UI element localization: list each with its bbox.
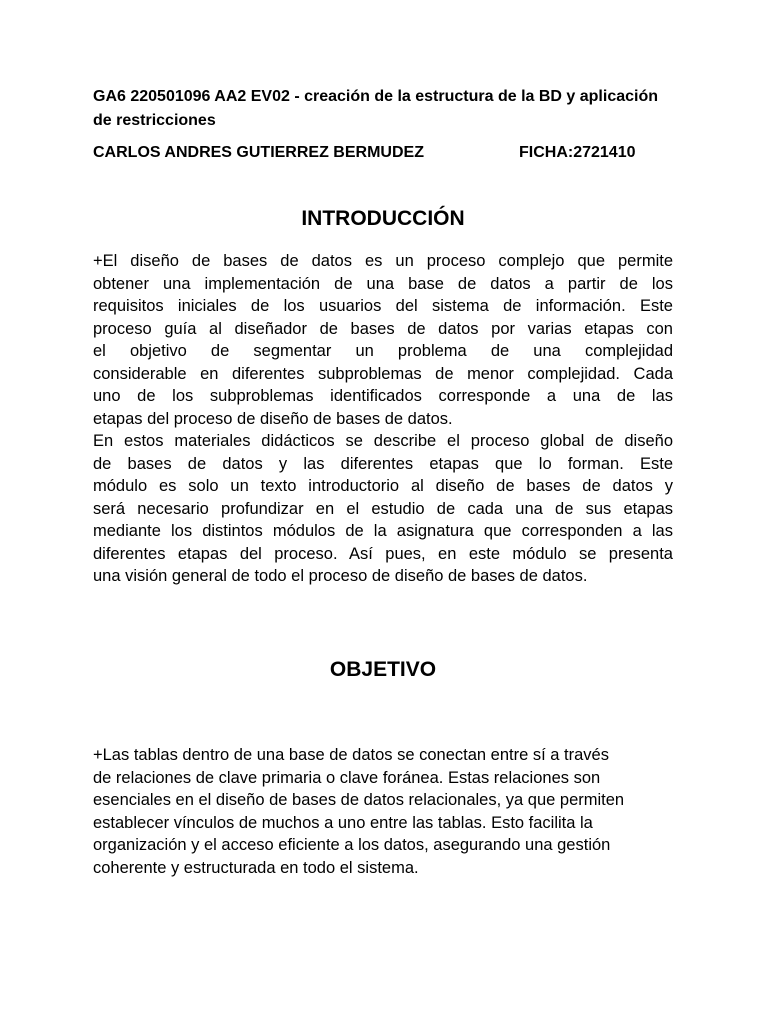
text-line: de bases de datos y las diferentes etapas que lo forman. Este bbox=[93, 454, 673, 473]
text-line: requisitos iniciales de los usuarios del sistema de información. Este bbox=[93, 297, 673, 315]
text-line: esenciales en el diseño de bases de datos relacionales, ya que permiten bbox=[93, 791, 625, 809]
ficha-number: FICHA:2721410 bbox=[519, 144, 636, 161]
text-line: obtener una implementación de una base de datos a partir de los bbox=[93, 274, 673, 293]
text-line: considerable en diferentes subproblemas de menor complejidad. Cada bbox=[93, 364, 673, 383]
text-line: En estos materiales didácticos se describe el proceso global de diseño bbox=[93, 432, 673, 450]
introduccion-paragraph bbox=[93, 250, 673, 588]
document-title: GA6 220501096 AA2 EV02 - creación de la estructura de la BD y aplicación de restricciones bbox=[93, 88, 659, 129]
author-name: CARLOS ANDRES GUTIERREZ BERMUDEZ bbox=[93, 144, 424, 161]
text-line: el objetivo de segmentar un problema de una complejidad bbox=[93, 342, 673, 360]
text-line: uno de los subproblemas identificados corresponde a una de las bbox=[93, 387, 673, 405]
text-line: +Las tablas dentro de una base de datos se conectan entre sí a través bbox=[93, 746, 609, 764]
text-line: etapas del proceso de diseño de bases de datos. bbox=[93, 409, 453, 428]
text-line: mediante los distintos módulos de la asignatura que corresponden a las bbox=[93, 522, 673, 540]
text-line: coherente y estructurada en todo el sistema. bbox=[93, 858, 419, 877]
text-line: de relaciones de clave primaria o clave foránea. Estas relaciones son bbox=[93, 768, 601, 787]
text-line: establecer vínculos de muchos a uno entre las tablas. Esto facilita la bbox=[93, 813, 593, 832]
heading-introduccion: INTRODUCCIÓN bbox=[301, 207, 465, 230]
heading-objetivo: OBJETIVO bbox=[329, 658, 437, 681]
text-line: +El diseño de bases de datos es un proceso complejo que permite bbox=[93, 252, 673, 270]
text-line: proceso guía al diseñador de bases de datos por varias etapas con bbox=[93, 319, 673, 338]
text-line: organización y el acceso eficiente a los datos, asegurando una gestión bbox=[93, 836, 611, 854]
text-line: será necesario profundizar en el estudio de cada una de sus etapas bbox=[93, 499, 673, 518]
text-line: diferentes etapas del proceso. Así pues, en este módulo se presenta bbox=[93, 544, 673, 563]
objetivo-paragraph bbox=[93, 744, 673, 879]
text-line: módulo es solo un texto introductorio al diseño de bases de datos y bbox=[93, 477, 673, 495]
text-line: una visión general de todo el proceso de diseño de bases de datos. bbox=[93, 567, 588, 585]
